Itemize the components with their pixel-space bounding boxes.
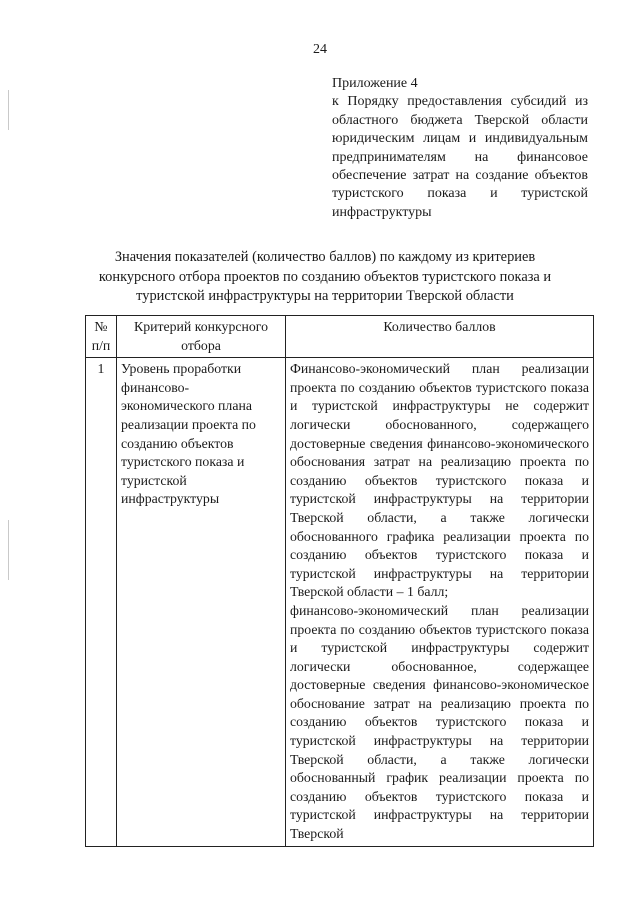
- table-row: [86, 358, 594, 846]
- criteria-table: [85, 315, 594, 847]
- row-number: 1: [86, 358, 117, 846]
- appendix-block: [332, 75, 588, 222]
- table-header-row: [86, 316, 594, 358]
- scan-edge-mark: [8, 520, 9, 580]
- score-paragraph: финансово-экономический план реализации проекта по созданию объектов туристского показа и туристской инфраструктуры содержит логически обоснованное, содержащее достоверные сведения финансово-экономическое обоснование затрат на реализацию проекта по созданию объектов туристского показа и туристской инфраструктуры на территории Тверской области, а также логически обоснованный график реализации проекта по созданию объектов туристского показа и туристской инфраструктуры на территории Тверской: [290, 602, 589, 842]
- appendix-body: к Порядку предоставления субсидий из областного бюджета Тверской области юридическим лицам и индивидуальным предпринимателям на финансовое обеспечение затрат на создание объектов туристского показа и туристской инфраструктуры: [332, 94, 588, 220]
- header-number: № п/п: [86, 316, 117, 358]
- scan-edge-mark: [8, 90, 9, 130]
- header-score: Количество баллов: [286, 316, 594, 358]
- document-title: Значения показателей (количество баллов) по каждому из критериев конкурсного отбора проектов по созданию объектов туристского показа и туристской инфраструктуры на территории Тверской области: [98, 249, 552, 304]
- row-criterion: Уровень проработки финансово-экономического плана реализации проекта по созданию объектов туристского показа и туристской инфраструктуры: [117, 358, 286, 846]
- appendix-title: Приложение 4: [332, 76, 418, 91]
- score-paragraph: Финансово-экономический план реализации проекта по созданию объектов туристского показа и туристской инфраструктуры не содержит логически обоснованного, содержащего достоверные сведения финансово-экономического обоснования затрат на реализацию проекта по созданию объектов туристского показа и туристской инфраструктуры на территории Тверской области, а также логически обоснованного графика реализации проекта по созданию объектов туристского показа и туристской инфраструктуры на территории Тверской области – 1 балл;: [290, 361, 589, 600]
- row-score: [286, 358, 594, 846]
- header-criterion: Критерий конкурсного отбора: [117, 316, 286, 358]
- page-number: 24: [313, 42, 327, 57]
